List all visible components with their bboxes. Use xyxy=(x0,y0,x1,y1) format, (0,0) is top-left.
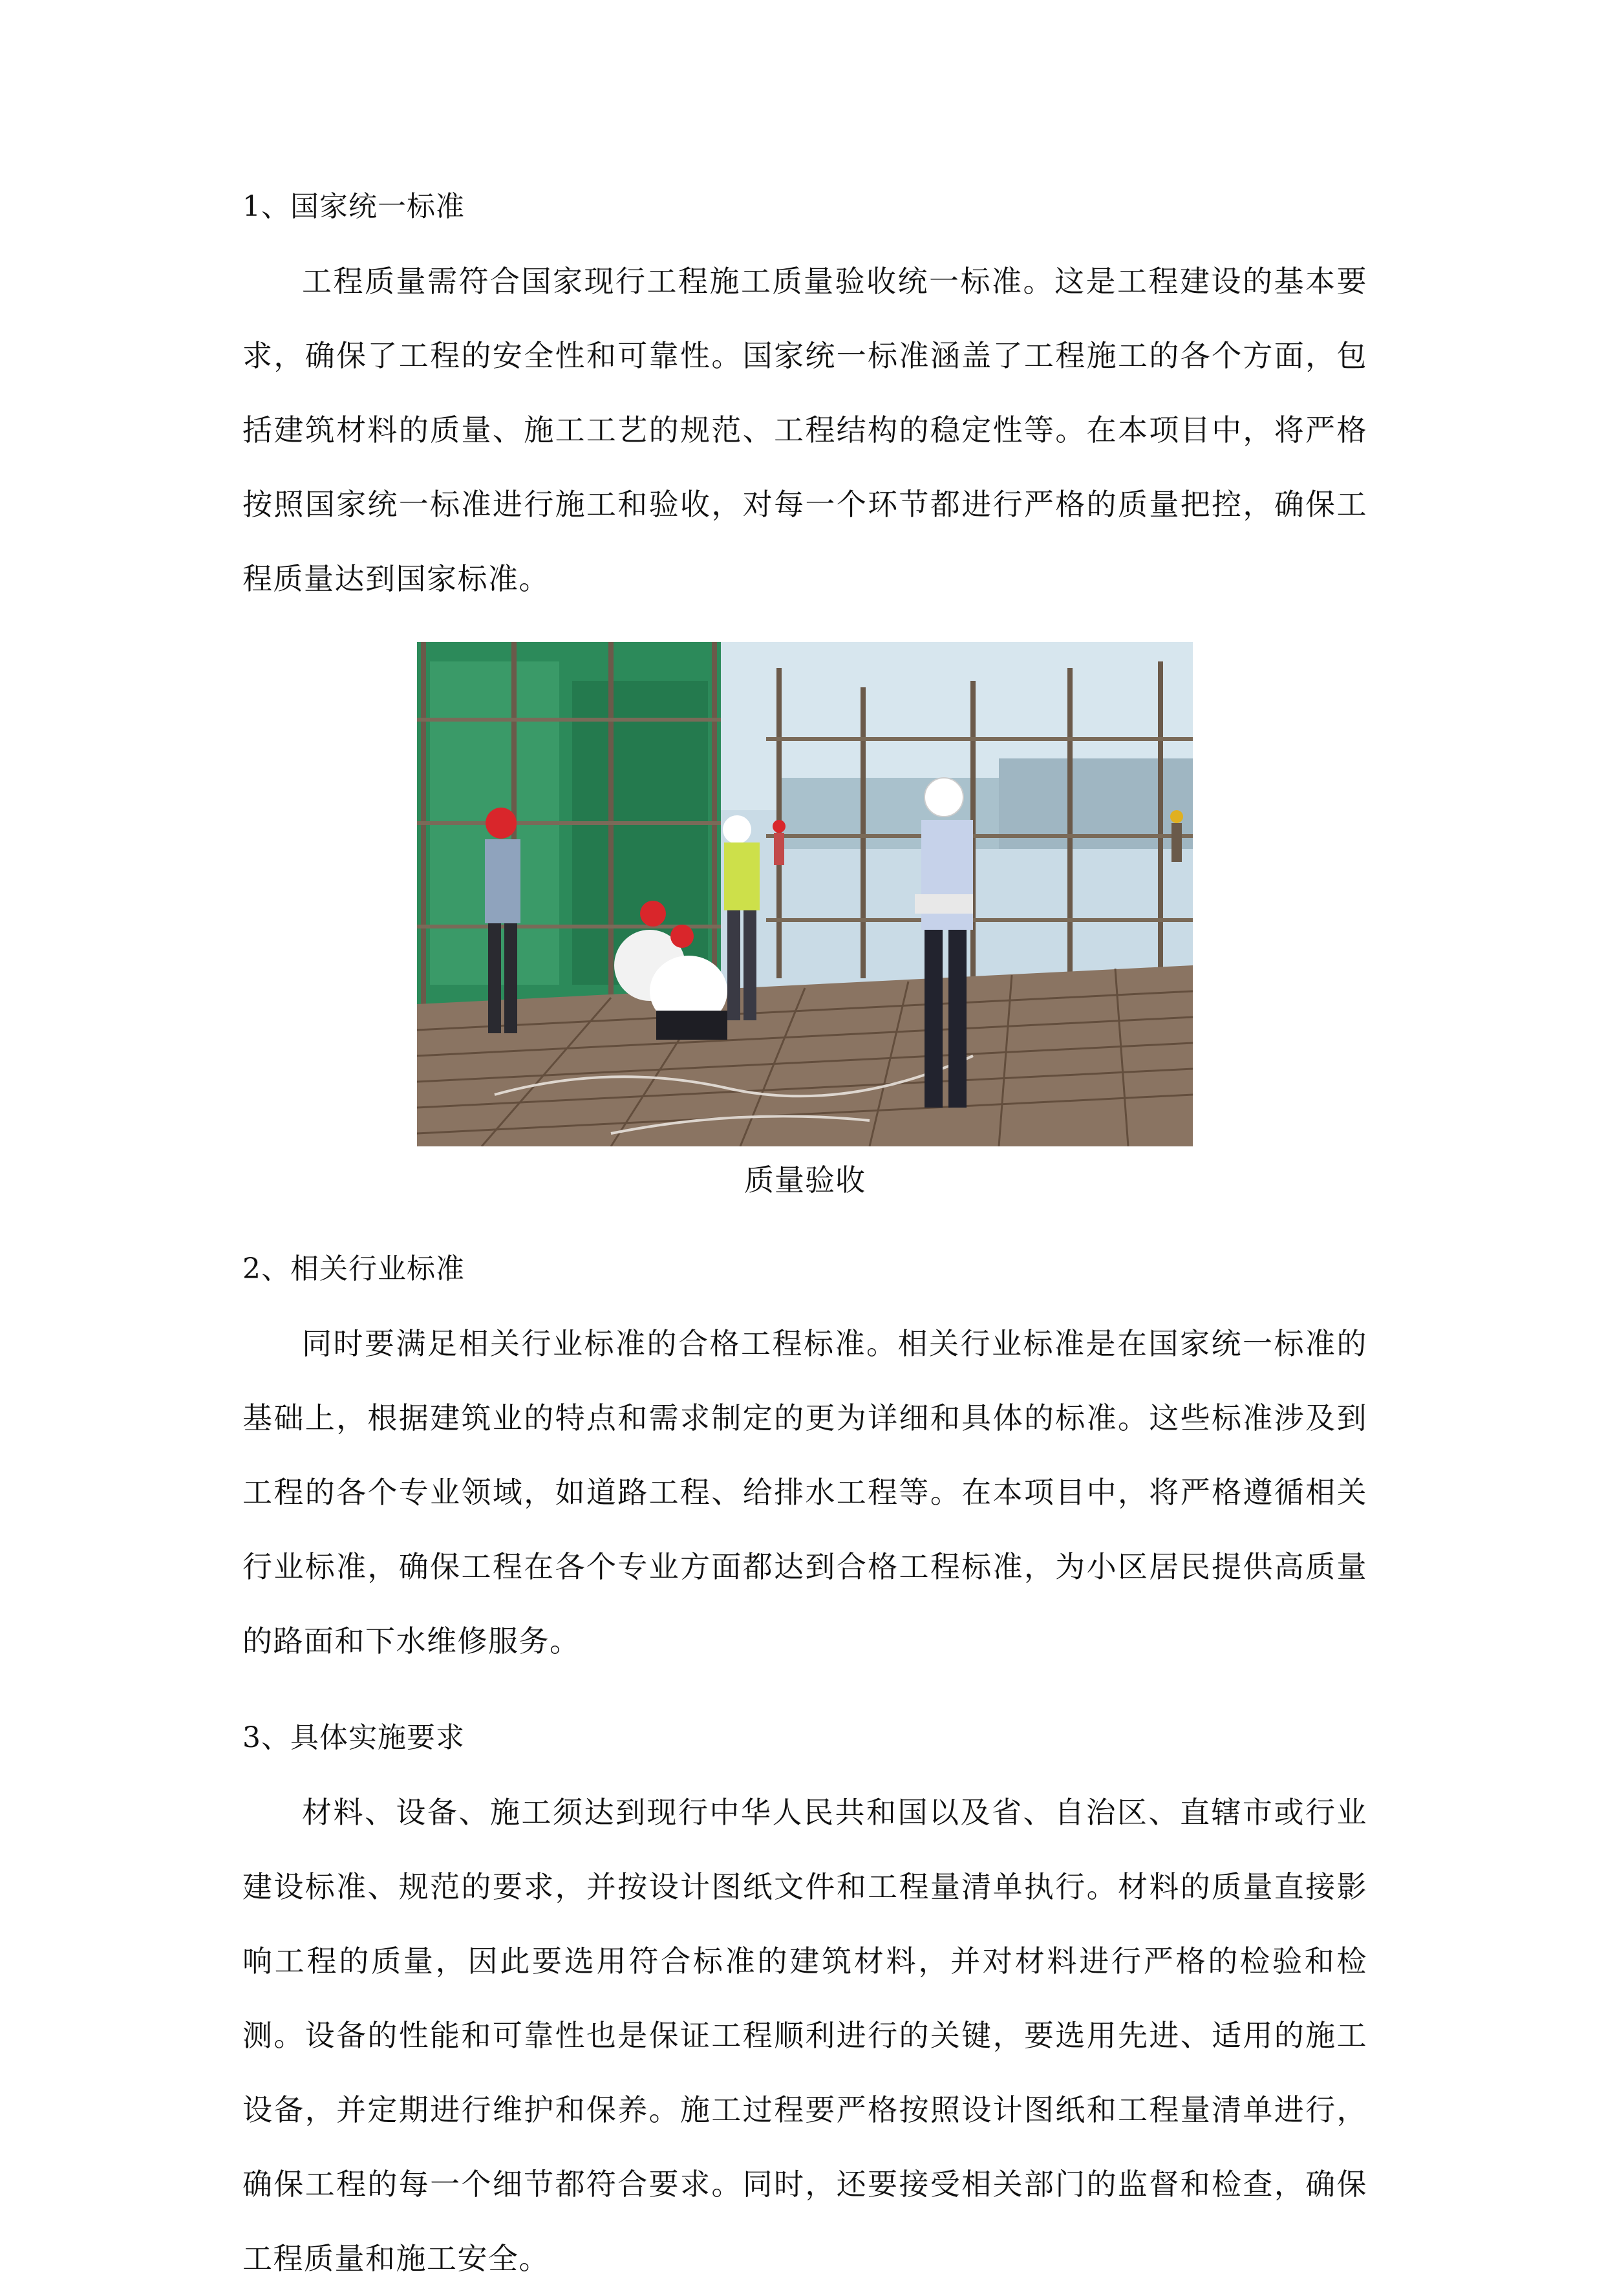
construction-site-photo xyxy=(417,642,1193,1146)
figure-caption: 质量验收 xyxy=(744,1163,866,1197)
document-page xyxy=(242,188,1367,2296)
section-2-heading: 2、相关行业标准 xyxy=(242,1252,465,1285)
section-3-heading: 3、具体实施要求 xyxy=(242,1721,465,1754)
section-1-paragraph: 工程质量需符合国家现行工程施工质量验收统一标准。这是工程建设的基本要求，确保了工程的安全性和可靠性。国家统一标准涵盖了工程施工的各个方面，包括建筑材料的质量、施工工艺的规范、工程结构的稳定性等。在本项目中，将严格按照国家统一标准进行施工和验收，对每一个环节都进行严格的质量把控，确保工程质量达到国家标准。 xyxy=(242,264,1367,596)
section-2-paragraph: 同时要满足相关行业标准的合格工程标准。相关行业标准是在国家统一标准的基础上，根据建筑业的特点和需求制定的更为详细和具体的标准。这些标准涉及到工程的各个专业领域，如道路工程、给排水工程等。在本项目中，将严格遵循相关行业标准，确保工程在各个专业方面都达到合格工程标准，为小区居民提供高质量的路面和下水维修服务。 xyxy=(242,1326,1367,1658)
section-3-paragraph: 材料、设备、施工须达到现行中华人民共和国以及省、自治区、直辖市或行业建设标准、规范的要求，并按设计图纸文件和工程量清单执行。材料的质量直接影响工程的质量，因此要选用符合标准的建筑材料，并对材料进行严格的检验和检测。设备的性能和可靠性也是保证工程顺利进行的关键，要选用先进、适用的施工设备，并定期进行维护和保养。施工过程要严格按照设计图纸和工程量清单进行，确保工程的每一个细节都符合要求。同时，还要接受相关部门的监督和检查，确保工程质量和施工安全。 xyxy=(242,1795,1367,2276)
figure-quality-inspection xyxy=(242,642,1367,1199)
section-1-heading: 1、国家统一标准 xyxy=(242,190,465,223)
